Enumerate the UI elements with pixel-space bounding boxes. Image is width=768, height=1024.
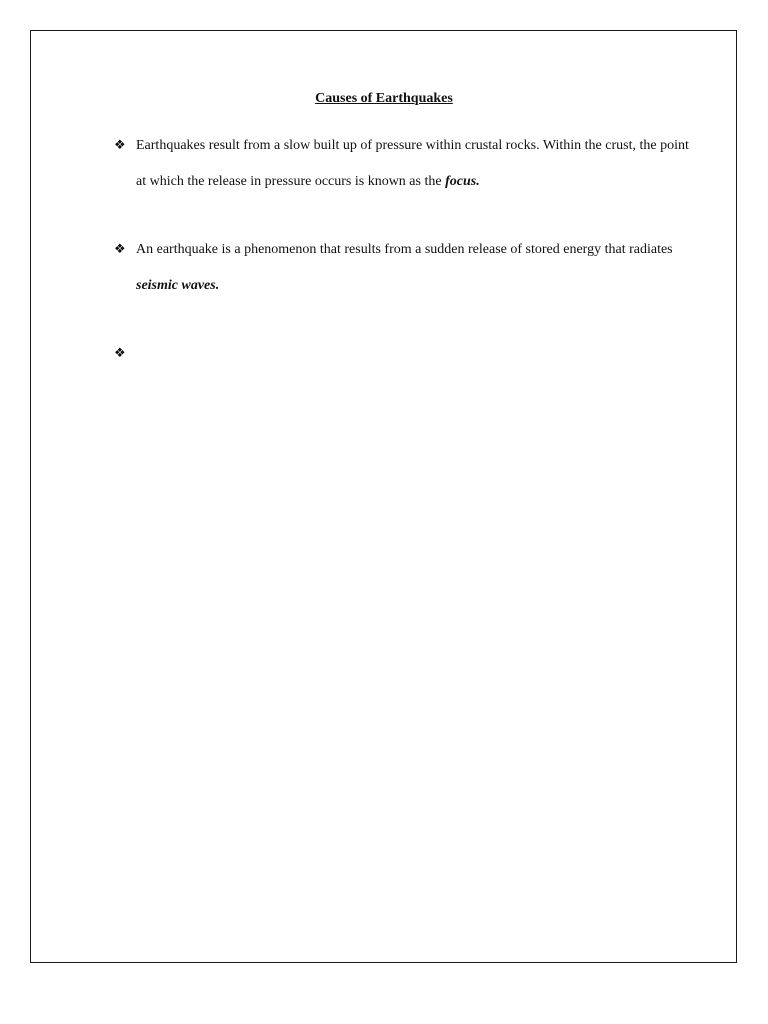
bullet-text-plain: An earthquake is a phenomenon that results from a sudden release of stored energy that radiates (136, 242, 673, 257)
key-term: focus. (445, 174, 480, 189)
diamond-bullet-icon: ❖ (114, 346, 126, 361)
bullet-text (136, 232, 696, 304)
key-term: seismic waves. (136, 278, 220, 293)
bullet-text-plain: Earthquakes result from a slow built up of pressure within crustal rocks. Within the crust, the point at which the release in pressure occurs is known as the (136, 138, 689, 189)
page-title: Causes of Earthquakes (315, 91, 453, 106)
diamond-bullet-icon: ❖ (114, 242, 126, 257)
bullet-text (136, 128, 696, 200)
diamond-bullet-icon: ❖ (114, 138, 126, 153)
